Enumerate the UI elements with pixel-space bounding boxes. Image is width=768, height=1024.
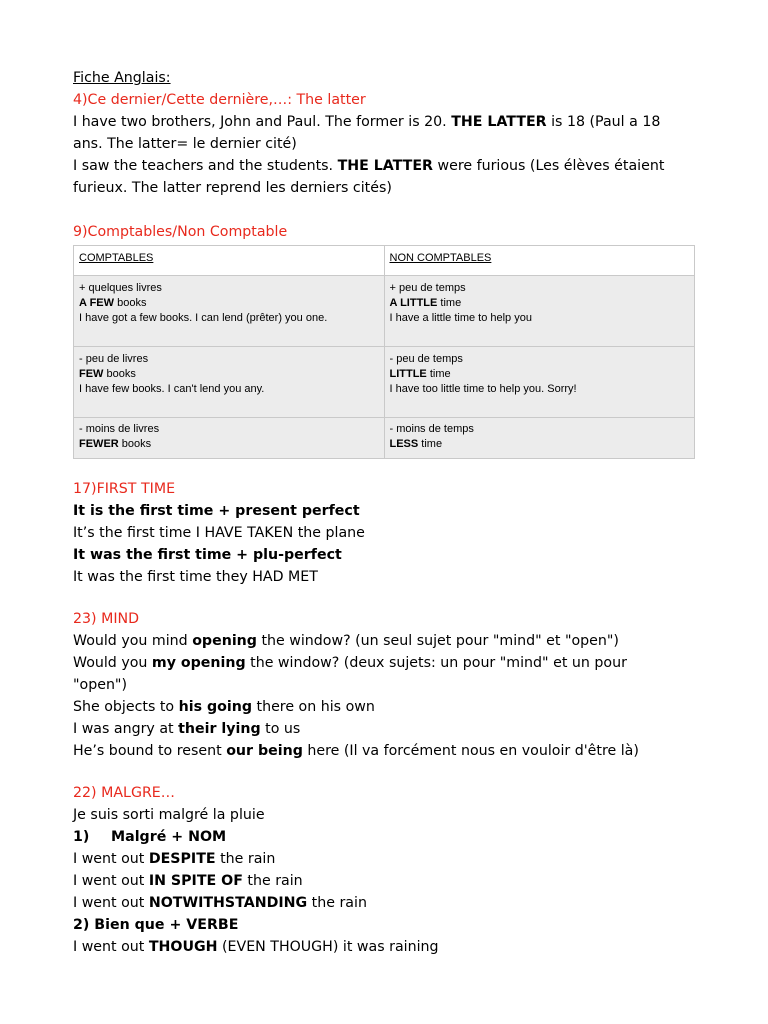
- section-4-line-2: ans. The latter= le dernier cité): [73, 136, 297, 152]
- section-22-line-3: I went out IN SPITE OF the rain: [73, 873, 303, 889]
- section-22-line-1: Je suis sorti malgré la pluie: [73, 807, 265, 823]
- section-17-line-2: It’s the first time I HAVE TAKEN the plane: [73, 525, 365, 541]
- section-17-line-3: It was the first time + plu-perfect: [73, 547, 342, 563]
- table-header-comptables: COMPTABLES: [74, 246, 385, 276]
- table-header-non-comptables: NON COMPTABLES: [384, 246, 695, 276]
- section-22-subheading-2: 2) Bien que + VERBE: [73, 917, 239, 933]
- section-22-line-2: I went out DESPITE the rain: [73, 851, 276, 867]
- section-4-line-4: furieux. The latter reprend les derniers cités): [73, 180, 392, 196]
- section-22-line-4: I went out NOTWITHSTANDING the rain: [73, 895, 367, 911]
- section-22-line-5: I went out THOUGH (EVEN THOUGH) it was raining: [73, 939, 439, 955]
- table-cell: - moins de livres FEWER books: [74, 418, 385, 459]
- table-cell: - peu de livres FEW books I have few books. I can't lend you any.: [74, 347, 385, 418]
- table-cell: + peu de temps A LITTLE time I have a little time to help you: [384, 276, 695, 347]
- section-4-line-3: I saw the teachers and the students. THE LATTER were furious (Les élèves étaient: [73, 158, 665, 174]
- table-cell: - moins de temps LESS time: [384, 418, 695, 459]
- table-cell: - peu de temps LITTLE time I have too little time to help you. Sorry!: [384, 347, 695, 418]
- section-17-line-4: It was the first time they HAD MET: [73, 569, 318, 585]
- section-23-line-2: Would you my opening the window? (deux sujets: un pour "mind" et un pour: [73, 655, 627, 671]
- section-4-heading: 4)Ce dernier/Cette dernière,…: The latter: [73, 92, 366, 108]
- section-23-heading: 23) MIND: [73, 611, 140, 627]
- section-17-line-1: It is the first time + present perfect: [73, 503, 360, 519]
- section-23-line-5: I was angry at their lying to us: [73, 721, 301, 737]
- section-23-line-3: "open"): [73, 677, 127, 693]
- section-22-subheading-1: 1) Malgré + NOM: [73, 829, 227, 845]
- section-23-line-1: Would you mind opening the window? (un seul sujet pour "mind" et "open"): [73, 633, 619, 649]
- section-23-line-6: He’s bound to resent our being here (Il va forcément nous en vouloir d'être là): [73, 743, 639, 759]
- doc-title: Fiche Anglais:: [73, 70, 171, 86]
- section-23-line-4: She objects to his going there on his own: [73, 699, 375, 715]
- table-row: [74, 276, 695, 347]
- countable-table: [73, 245, 695, 459]
- table-row: [74, 418, 695, 459]
- section-9-heading: 9)Comptables/Non Comptable: [73, 224, 288, 240]
- section-4-line-1: I have two brothers, John and Paul. The former is 20. THE LATTER is 18 (Paul a 18: [73, 114, 661, 130]
- section-17-heading: 17)FIRST TIME: [73, 481, 176, 497]
- table-row: [74, 347, 695, 418]
- table-cell: + quelques livres A FEW books I have got a few books. I can lend (prêter) you one.: [74, 276, 385, 347]
- document-body: [73, 67, 713, 958]
- section-22-heading: 22) MALGRE…: [73, 785, 175, 801]
